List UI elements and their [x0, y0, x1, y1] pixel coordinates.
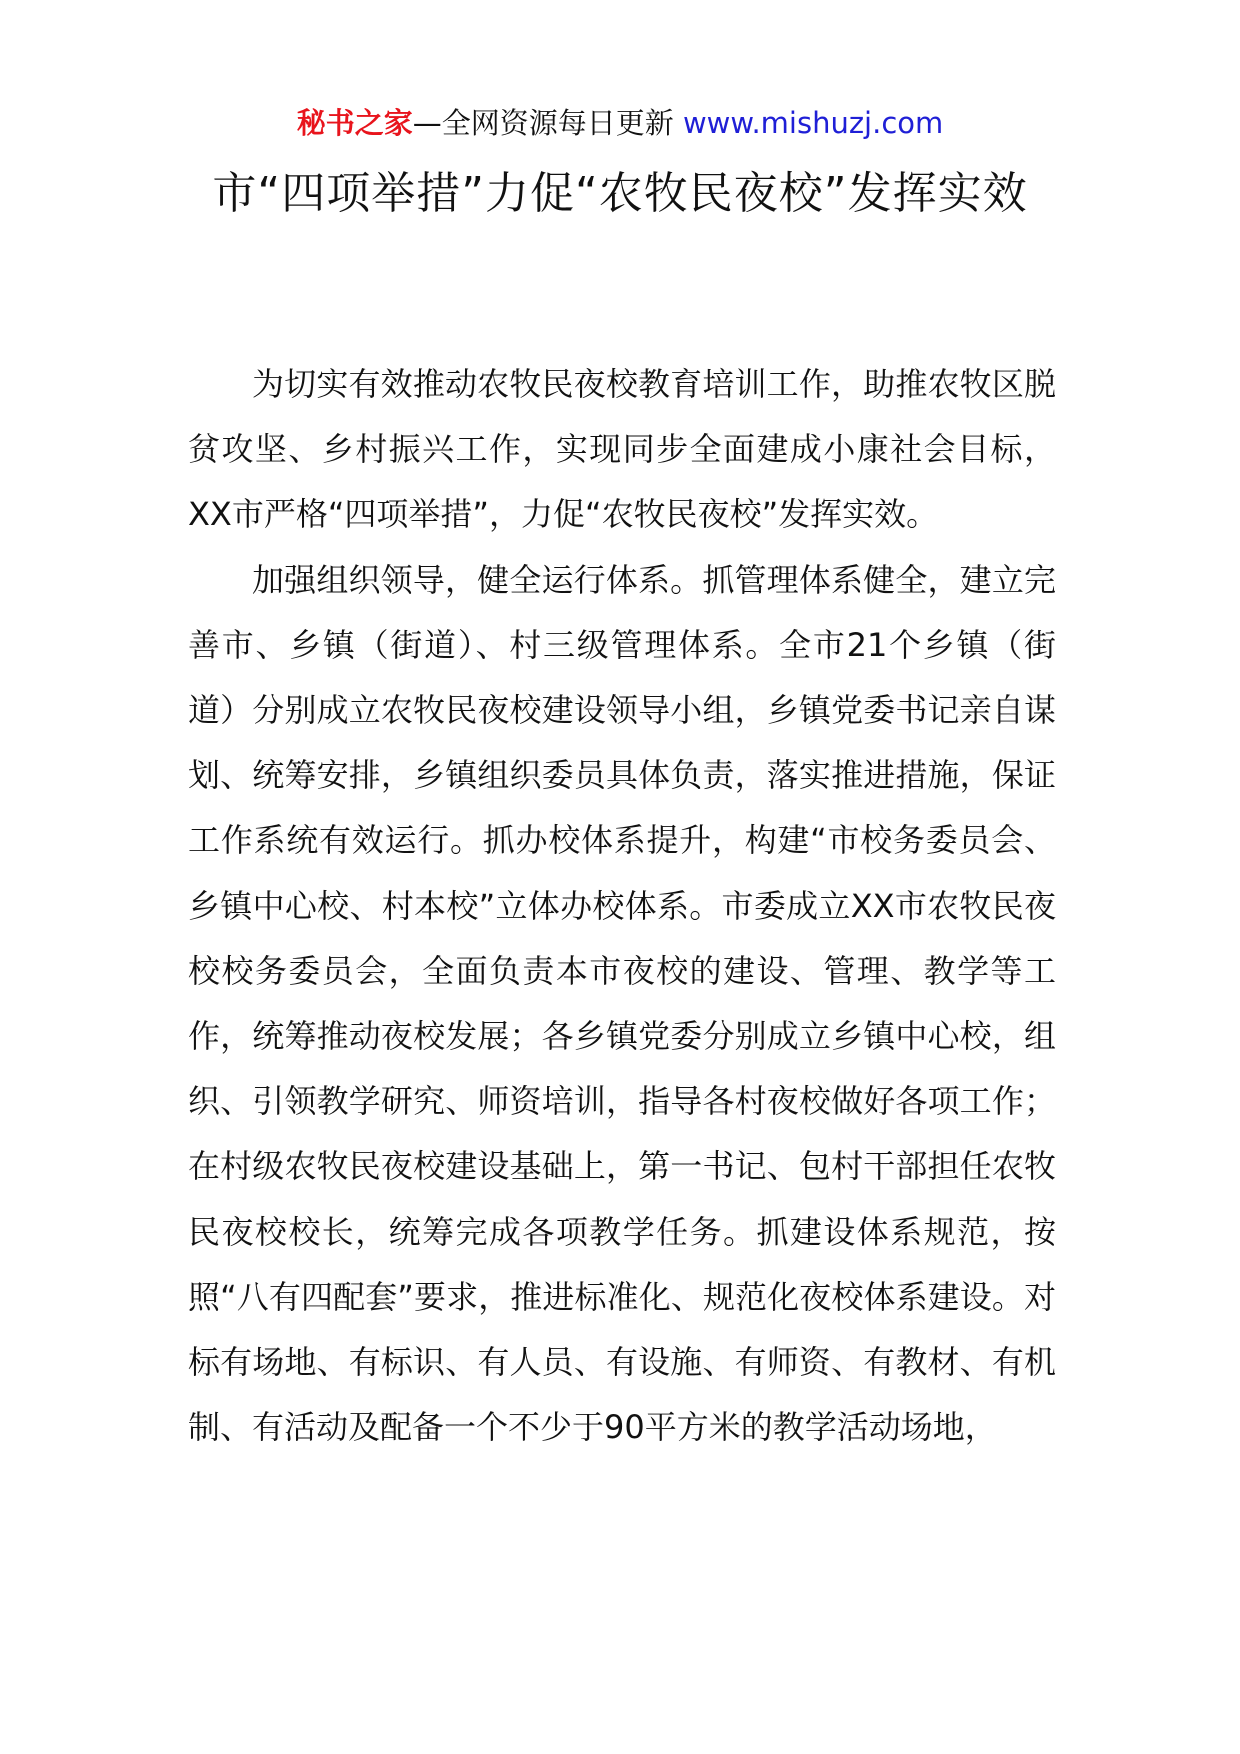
document-body: [188, 352, 1056, 1460]
site-header: [0, 103, 1240, 143]
paragraph-intro: 为切实有效推动农牧民夜校教育培训工作，助推农牧区脱贫攻坚、乡村振兴工作，实现同步全面建成小康社会目标，XX市严格“四项举措”，力促“农牧民夜校”发挥实效。: [188, 365, 1056, 534]
paragraph-organization: 加强组织领导，健全运行体系。抓管理体系健全，建立完善市、乡镇（街道）、村三级管理体系。全市21个乡镇（街道）分别成立农牧民夜校建设领导小组，乡镇党委书记亲自谋划、统筹安排，乡镇组织委员具体负责，落实推进措施，保证工作系统有效运行。抓办校体系提升，构建“市校务委员会、乡镇中心校、村本校”立体办校体系。市委成立XX市农牧民夜校校务委员会，全面负责本市夜校的建设、管理、教学等工作，统筹推动夜校发展；各乡镇党委分别成立乡镇中心校，组织、引领教学研究、师资培训，指导各村夜校做好各项工作；在村级农牧民夜校建设基础上，第一书记、包村干部担任农牧民夜校校长，统筹完成各项教学任务。抓建设体系规范，按照“八有四配套”要求，推进标准化、规范化夜校体系建设。对标有场地、有标识、有人员、有设施、有师资、有教材、有机制、有活动及配备一个不少于90平方米的教学活动场地，: [188, 560, 1056, 1447]
header-tagline: —全网资源每日更新: [412, 106, 674, 140]
site-url-link[interactable]: www.mishuzj.com: [682, 106, 944, 140]
document-title: 市“四项举措”力促“农牧民夜校”发挥实效: [212, 168, 1028, 219]
brand-name: 秘书之家: [296, 106, 413, 140]
